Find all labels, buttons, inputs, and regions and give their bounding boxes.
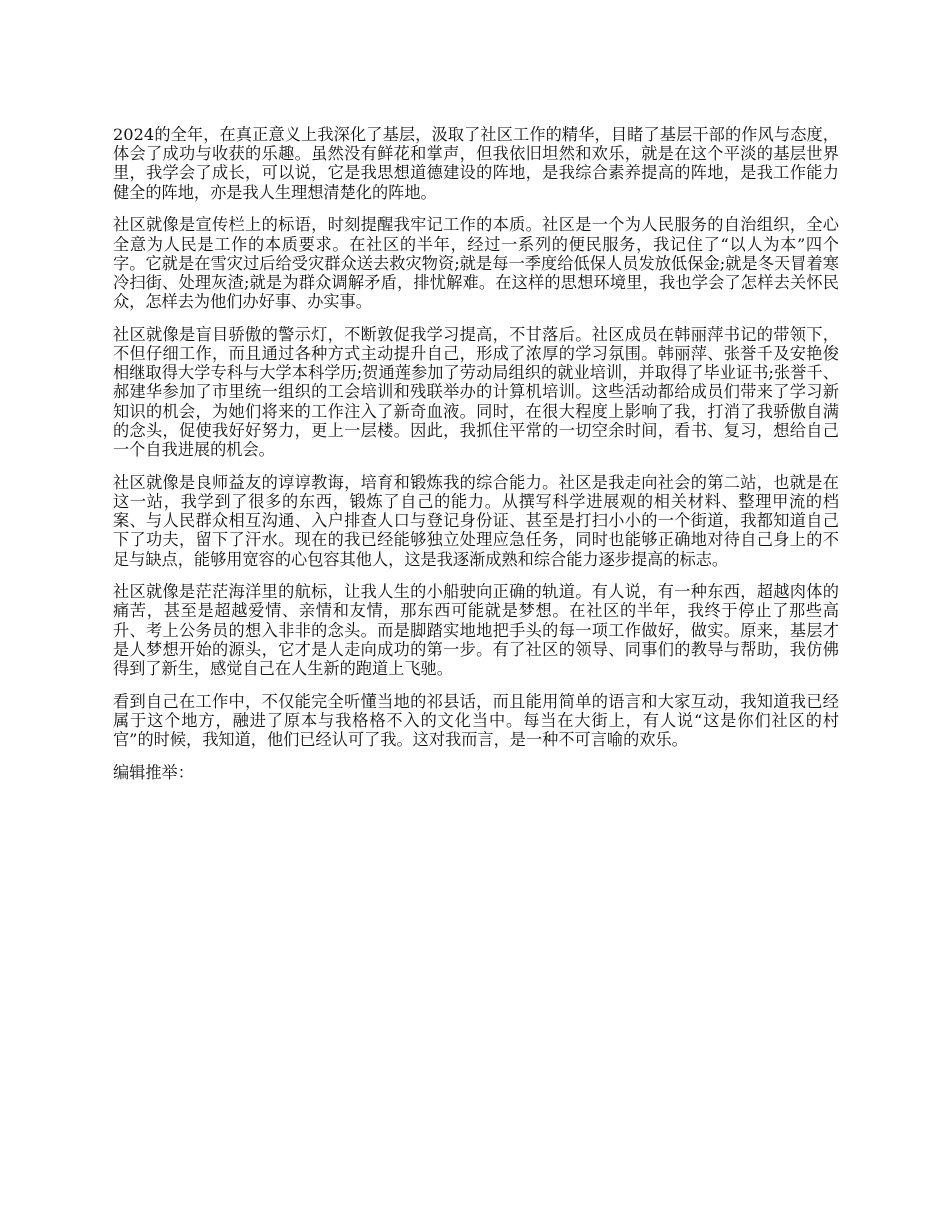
document-body	[113, 125, 839, 782]
paragraph-warning-light: 社区就像是盲目骄傲的警示灯，不断敦促我学习提高，不甘落后。社区成员在韩丽萍书记的带领下，不但仔细工作，而且通过各种方式主动提升自己，形成了浓厚的学习氛围。韩丽萍、张誉千及安艳俊相继取得大学专科与大学本科学历;贺通莲参加了劳动局组织的就业培训，并取得了毕业证书;张誉千、郝建华参加了市里统一组织的工会培训和残联举办的计算机培训。这些活动都给成员们带来了学习新知识的机会，为她们将来的工作注入了新奇血液。同时，在很大程度上影响了我，打消了我骄傲自满的念头，促使我好好努力，更上一层楼。因此，我抓住平常的一切空余时间，看书、复习，想给自己一个自我进展的机会。	[113, 324, 839, 460]
paragraph-editor-recommendation: 编辑推举：	[113, 762, 194, 782]
paragraph-conclusion: 看到自己在工作中，不仅能完全听懂当地的祁县话，而且能用简单的语言和大家互动，我知道我已经属于这个地方，融进了原本与我格格不入的文化当中。每当在大街上，有人说“这是你们社区的村官”的时候，我知道，他们已经认可了我。这对我而言，是一种不可言喻的欢乐。	[113, 691, 839, 750]
paragraph-intro: 2024的全年，在真正意义上我深化了基层，汲取了社区工作的精华，目睹了基层干部的作风与态度，体会了成功与收获的乐趣。虽然没有鲜花和掌声，但我依旧坦然和欢乐，就是在这个平淡的基层世界里，我学会了成长，可以说，它是我思想道德建设的阵地，是我综合素养提高的阵地，是我工作能力健全的阵地，亦是我人生理想清楚化的阵地。	[113, 125, 839, 202]
paragraph-mentor: 社区就像是良师益友的谆谆教诲，培育和锻炼我的综合能力。社区是我走向社会的第二站，也就是在这一站，我学到了很多的东西，锻炼了自己的能力。从撰写科学进展观的相关材料、整理甲流的档案、与人民群众相互沟通、入户排查人口与登记身份证、甚至是打扫小小的一个街道，我都知道自己下了功夫，留下了汗水。现在的我已经能够独立处理应急任务，同时也能够正确地对待自己身上的不足与缺点，能够用宽容的心包容其他人，这是我逐渐成熟和综合能力逐步提高的标志。	[113, 472, 839, 569]
paragraph-beacon: 社区就像是茫茫海洋里的航标，让我人生的小船驶向正确的轨道。有人说，有一种东西，超越肉体的痛苦，甚至是超越爱情、亲情和友情，那东西可能就是梦想。在社区的半年，我终于停止了那些高升、考上公务员的想入非非的念头。而是脚踏实地地把手头的每一项工作做好，做实。原来，基层才是人梦想开始的源头，它才是人走向成功的第一步。有了社区的领导、同事们的教导与帮助，我仿佛得到了新生，感觉自己在人生新的跑道上飞驰。	[113, 582, 839, 679]
paragraph-slogan: 社区就像是宣传栏上的标语，时刻提醒我牢记工作的本质。社区是一个为人民服务的自治组织，全心全意为人民是工作的本质要求。在社区的半年，经过一系列的便民服务，我记住了“以人为本”四个字。它就是在雪灾过后给受灾群众送去救灾物资;就是每一季度给低保人员发放低保金;就是冬天冒着寒冷扫街、处理灰渣;就是为群众调解矛盾，排忧解难。在这样的思想环境里，我也学会了怎样去关怀民众，怎样去为他们办好事、办实事。	[113, 215, 839, 312]
